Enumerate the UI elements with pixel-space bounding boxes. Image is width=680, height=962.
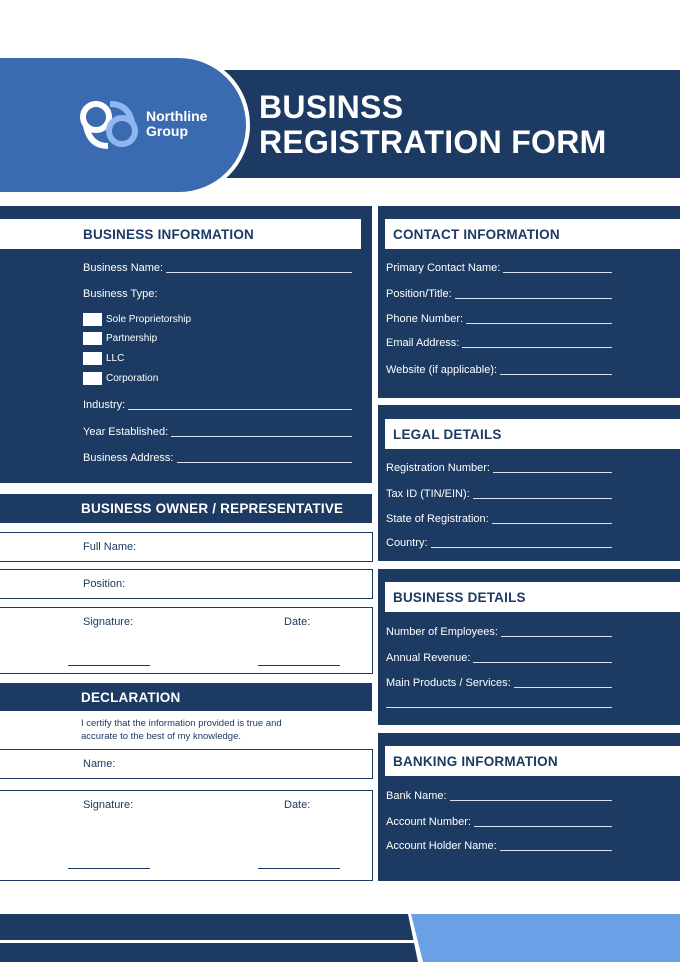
state-of-registration-field[interactable] [386,511,612,525]
website-label: Website (if applicable): [386,364,498,376]
field-line [492,523,612,524]
main-products-label: Main Products / Services: [386,677,511,689]
business-address-label: Business Address: [83,452,174,464]
field-line [473,662,612,663]
year-established-field[interactable] [83,424,352,438]
year-established-label: Year Established: [83,426,169,438]
declaration-name-field[interactable] [0,749,373,779]
contact-information-heading: CONTACT INFORMATION [385,219,680,249]
declaration-text-line2: accurate to the best of my knowledge. [81,731,242,742]
tax-id-label: Tax ID (TIN/EIN): [386,488,470,500]
owner-heading: BUSINESS OWNER / REPRESENTATIVE [0,494,372,523]
field-line [500,374,612,375]
field-line [462,347,612,348]
type-option-llc[interactable] [83,352,124,365]
full-name-field[interactable] [0,532,373,562]
type-option-partnership[interactable] [83,332,157,345]
checkbox[interactable] [83,352,102,365]
bank-name-field[interactable] [386,788,612,802]
field-line [474,826,612,827]
registration-number-field[interactable] [386,460,612,474]
owner-signature-box[interactable] [0,607,373,674]
type-option-label: LLC [106,353,125,364]
annual-revenue-label: Annual Revenue: [386,652,471,664]
northline-logo-icon [80,100,140,150]
industry-label: Industry: [83,399,126,411]
field-line [493,472,612,473]
country-label: Country: [386,537,428,549]
primary-contact-name-field[interactable] [386,260,612,274]
business-type-label [83,286,283,300]
field-line [450,800,612,801]
type-option-sole-proprietorship[interactable] [83,313,191,326]
main-products-extra-line[interactable] [386,707,612,708]
footer-divider-line [0,940,420,943]
form-title-line2: REGISTRATION FORM [259,124,607,160]
industry-field[interactable] [83,397,352,411]
position-field[interactable] [0,569,373,599]
declaration-date-line [258,868,340,869]
brand-name-line2: Group [146,123,188,139]
type-option-label: Corporation [106,373,159,384]
field-line [500,850,612,851]
account-holder-name-label: Account Holder Name: [386,840,497,852]
checkbox[interactable] [83,332,102,345]
owner-signature-line [68,665,150,666]
annual-revenue-field[interactable] [386,650,612,664]
account-number-label: Account Number: [386,816,471,828]
footer-dark-band [0,914,418,962]
full-name-label: Full Name: [83,541,137,553]
business-address-field[interactable] [83,450,352,464]
country-field[interactable] [386,535,612,549]
primary-contact-name-label: Primary Contact Name: [386,262,501,274]
website-field[interactable] [386,362,612,376]
legal-details-heading: LEGAL DETAILS [385,419,680,449]
phone-number-label: Phone Number: [386,313,464,325]
owner-date-label: Date: [284,616,311,628]
email-address-field[interactable] [386,335,612,349]
field-line [503,272,612,273]
account-number-field[interactable] [386,814,612,828]
brand-name [146,109,236,139]
type-option-label: Sole Proprietorship [106,314,192,325]
business-name-label: Business Name: [83,262,164,274]
type-option-corporation[interactable] [83,372,158,385]
business-details-heading: BUSINESS DETAILS [385,582,680,612]
position-title-field[interactable] [386,286,612,300]
account-holder-name-field[interactable] [386,838,612,852]
declaration-signature-box[interactable] [0,790,373,881]
number-of-employees-label: Number of Employees: [386,626,498,638]
business-name-line [166,272,352,273]
type-option-label: Partnership [106,333,158,344]
field-line [473,498,612,499]
email-address-label: Email Address: [386,337,460,349]
position-label: Position: [83,578,126,590]
field-line [466,323,612,324]
declaration-text [81,717,371,743]
year-established-line [171,436,352,437]
declaration-signature-label: Signature: [83,799,134,811]
banking-information-heading: BANKING INFORMATION [385,746,680,776]
owner-date-line [258,665,340,666]
business-name-field[interactable] [83,260,352,274]
registration-number-label: Registration Number: [386,462,490,474]
footer-light-band [411,914,680,962]
main-products-field[interactable] [386,675,612,689]
declaration-name-label: Name: [83,758,116,770]
business-type-text: Business Type: [83,288,158,300]
checkbox[interactable] [83,372,102,385]
state-of-registration-label: State of Registration: [386,513,489,525]
declaration-text-line1: I certify that the information provided is true and [81,718,282,729]
declaration-date-label: Date: [284,799,311,811]
position-title-label: Position/Title: [386,288,452,300]
bank-name-label: Bank Name: [386,790,447,802]
phone-number-field[interactable] [386,311,612,325]
field-line [514,687,612,688]
checkbox[interactable] [83,313,102,326]
form-title [259,90,679,160]
business-information-heading: BUSINESS INFORMATION [0,219,361,249]
form-title-line1: BUSINSS [259,89,404,125]
brand-name-line1: Northline [146,108,208,124]
declaration-heading: DECLARATION [0,683,372,711]
business-address-line [177,462,353,463]
field-line [431,547,612,548]
field-line [455,298,612,299]
owner-signature-label: Signature: [83,616,134,628]
declaration-signature-line [68,868,150,869]
industry-line [128,409,352,410]
field-line [501,636,612,637]
tax-id-field[interactable] [386,486,612,500]
number-of-employees-field[interactable] [386,624,612,638]
